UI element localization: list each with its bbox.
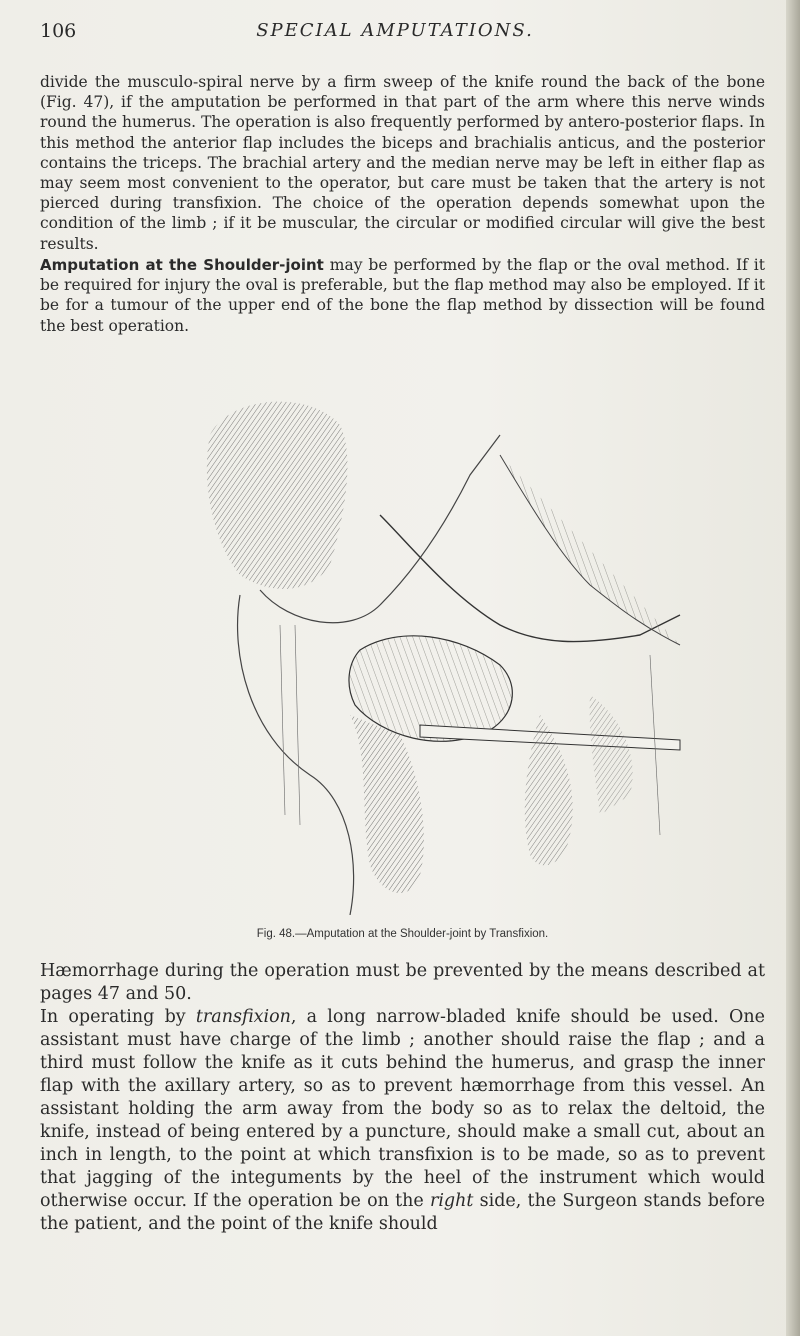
paragraph-3: Hæmorrhage during the operation must be prevented by the means described at pages 47 and 50. <box>40 961 765 1004</box>
section-heading: Amputation at the Shoulder-joint <box>40 256 324 274</box>
page-number: 106 <box>40 20 77 42</box>
running-head: SPECIAL AMPUTATIONS. <box>256 20 534 41</box>
paragraph-4-part-b: , a long narrow-bladed knife should be used. One assistant must have charge of the limb ; another should raise the flap ; and a third must follow the knife as it cuts behind the humerus, and grasp the inner flap with the axillary artery, so as to prevent hæmorrhage from this vessel. An assistant holding the arm away from the body so as to relax the deltoid, the knife, instead of being entered by a puncture, should make a small cut, about an inch in length, to the point at which transfixion is to be made, so as to prevent that jagging of the integuments by the heel of the instrument which would otherwise occur. If the operation be on the <box>40 1007 765 1211</box>
figure-illustration <box>120 395 700 915</box>
page-header <box>40 20 750 52</box>
shoulder-amputation-engraving <box>120 395 700 915</box>
paragraph-4-emphasis-right: right <box>429 1191 474 1211</box>
figure-caption: Fig. 48.—Amputation at the Shoulder-joint by Transfixion. <box>256 928 549 940</box>
paragraph-4-part-c: side, the Surgeon stands before the patient, and the point of the knife should <box>40 1191 765 1234</box>
paragraph-4-emphasis: transfixion <box>195 1007 291 1027</box>
paragraph-4-part-a: In operating by <box>40 1007 196 1027</box>
paragraph-1: divide the musculo-spiral nerve by a firm sweep of the knife round the back of the bone (Fig. 47), if the amputation be performed in that part of the arm where this nerve winds round the humerus. The operation is also frequently performed by antero-posterior flaps. In this method the anterior flap includes the biceps and brachialis anticus, and the posterior contains the triceps. The brachial artery and the median nerve may be left in either flap as may seem most convenient to the operator, but care must be taken that the artery is not pierced during transfixion. The choice of the operation depends somewhat upon the condition of the limb ; if it be muscular, the circular or modified circular will give the best results. <box>40 73 765 253</box>
lower-text-block <box>40 960 765 1236</box>
paragraph-2 <box>40 255 765 336</box>
page-edge <box>786 0 800 1336</box>
paragraph-4 <box>40 1006 765 1236</box>
paragraph-2-text: may be performed by the flap or the oval method. If it be required for injury the oval is preferable, but the flap method may also be employed. If it be for a tumour of the upper end of the bone the flap method by dissection will be found the best operation. <box>40 256 765 335</box>
